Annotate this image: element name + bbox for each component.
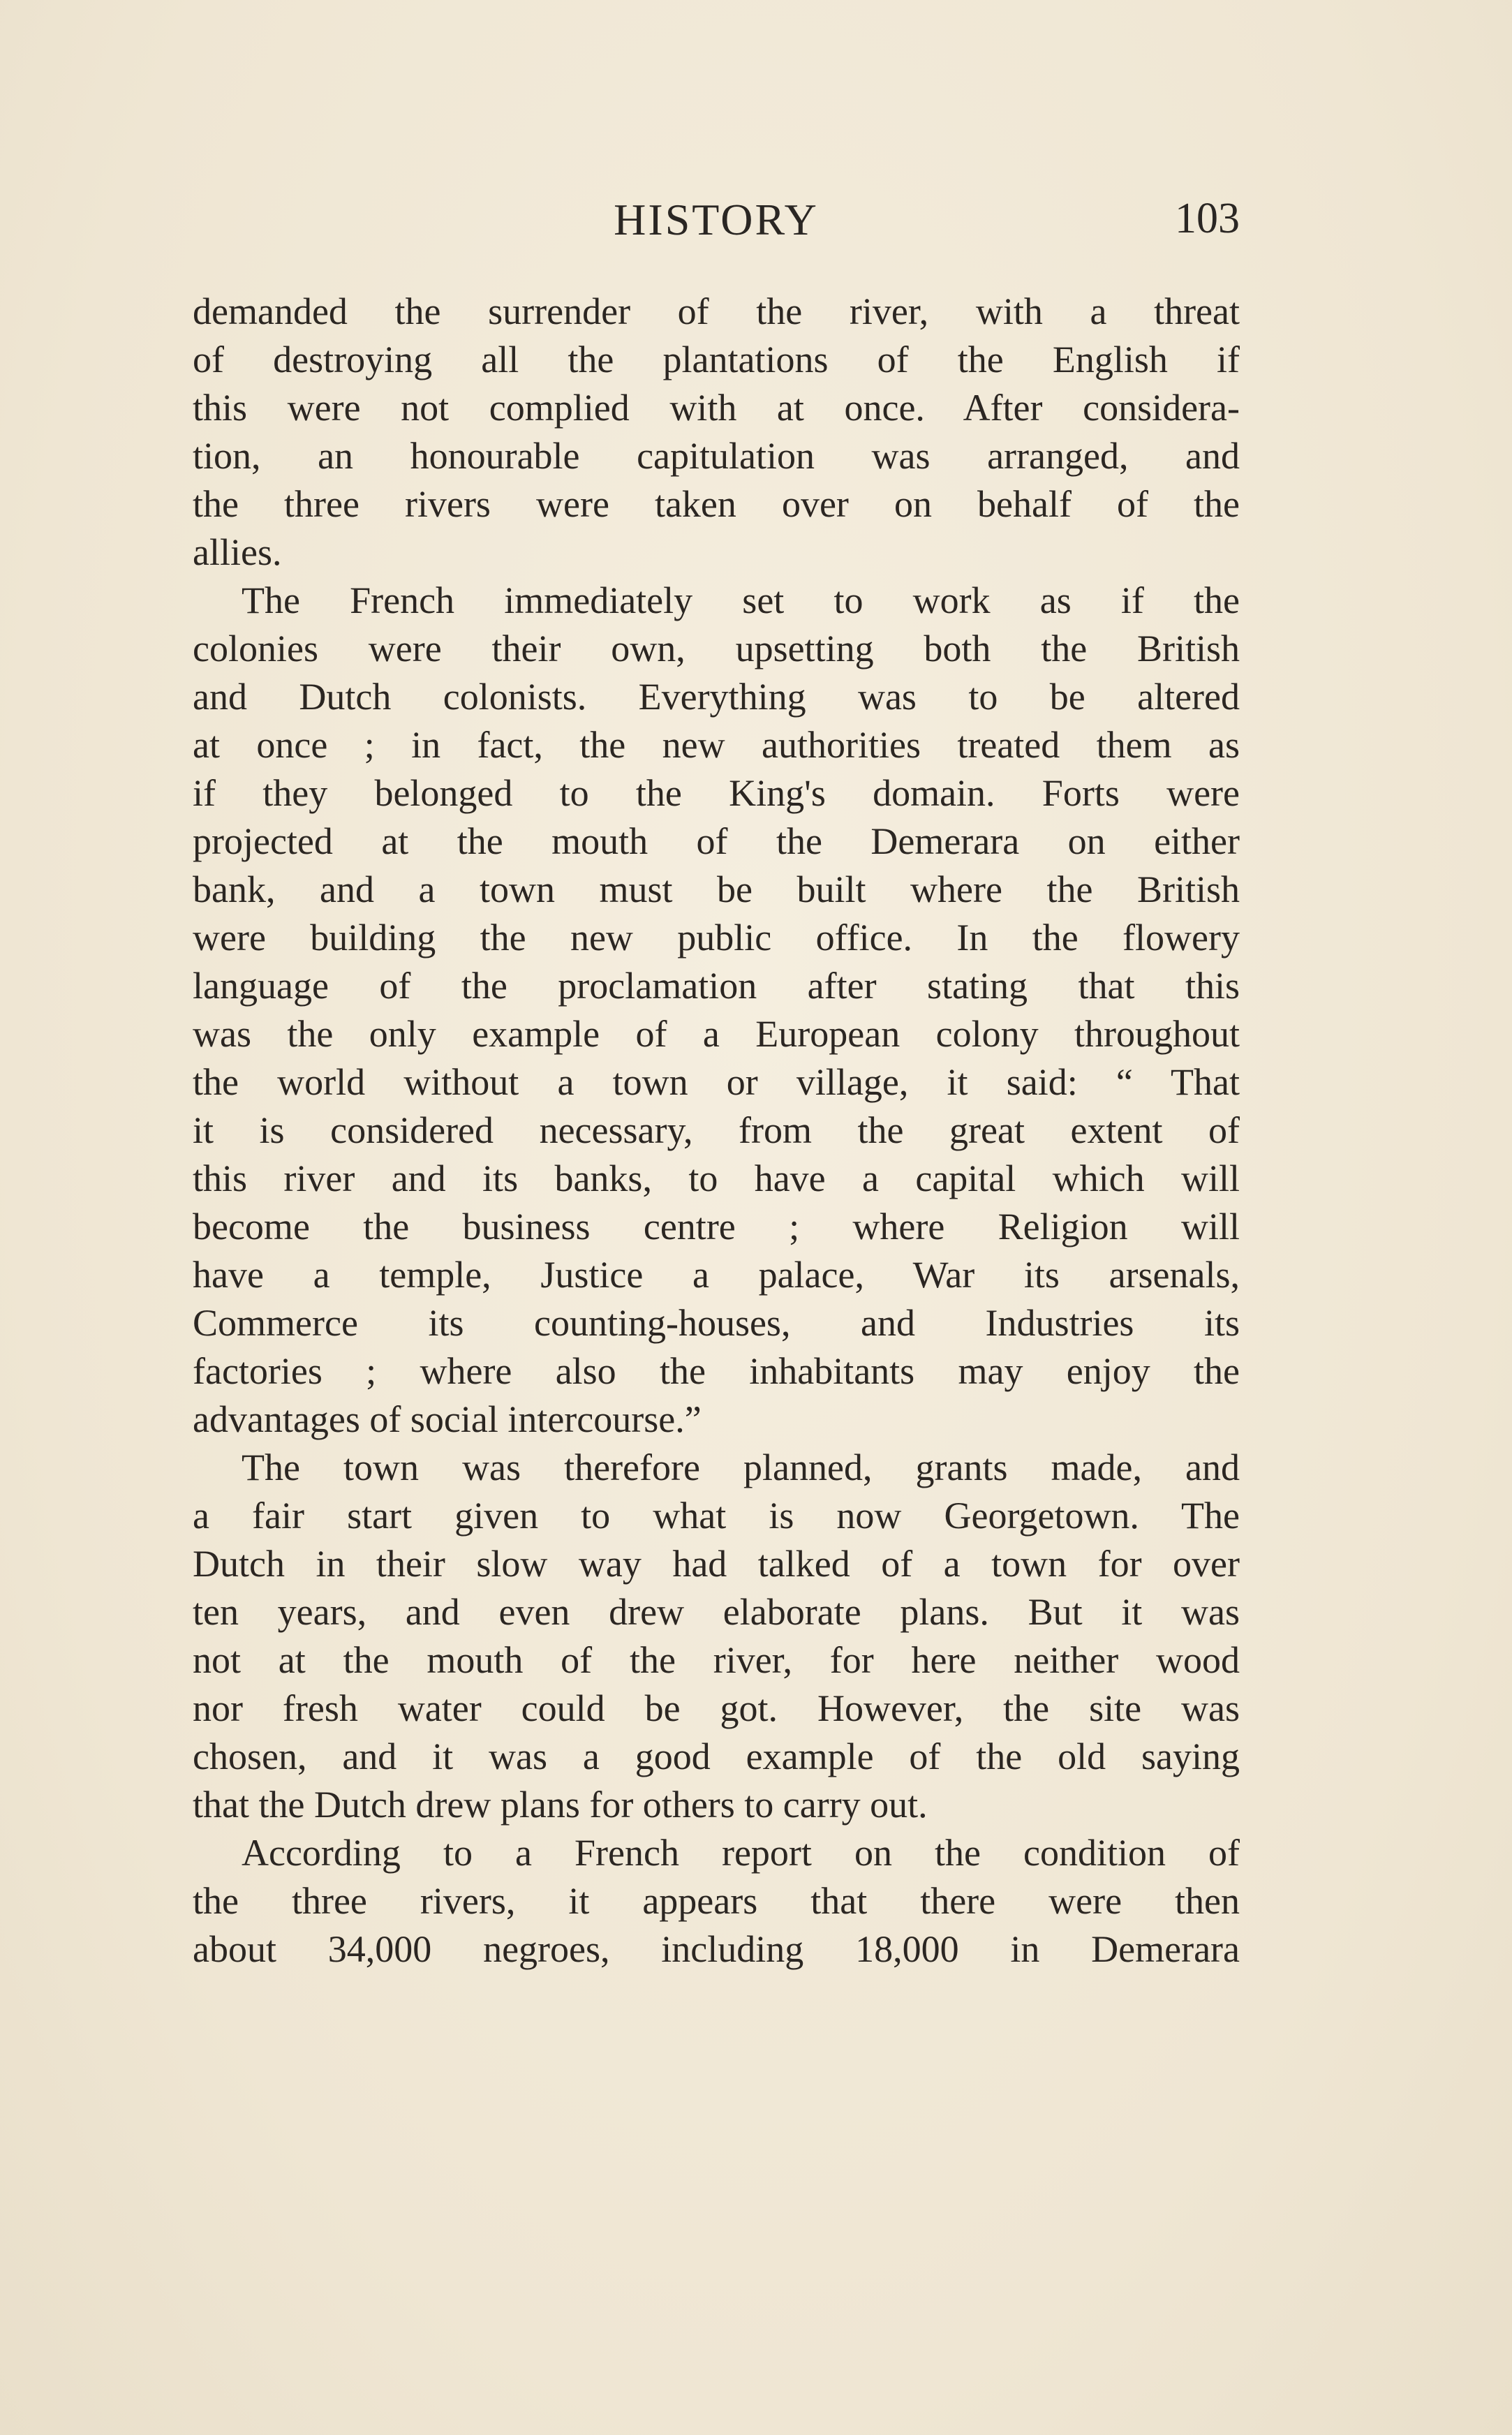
paragraph-start-line: The French immediately set to work as if the [242,579,1240,621]
page-number: 103 [1175,195,1240,242]
text-line: colonies were their own, upsetting both the British [193,628,1240,669]
text-line: at once ; in fact, the new authorities treated them as [193,724,1240,766]
text-line: bank, and a town must be built where the British [193,868,1240,910]
text-line: this were not complied with at once. After considera- [193,387,1240,429]
text-line: and Dutch colonists. Everything was to be altered [193,676,1240,718]
running-title: HISTORY [614,195,819,244]
text-line: if they belonged to the King's domain. Forts were [193,772,1240,814]
text-line: the three rivers, it appears that there were then [193,1880,1240,1922]
text-line: Dutch in their slow way had talked of a town for over [193,1543,1240,1585]
text-line: ten years, and even drew elaborate plans. But it was [193,1591,1240,1633]
text-line: Commerce its counting-houses, and Industries its [193,1302,1240,1344]
text-line: it is considered necessary, from the great extent of [193,1109,1240,1151]
paragraph-start-line: The town was therefore planned, grants made, and [242,1446,1240,1488]
text-line: factories ; where also the inhabitants may enjoy the [193,1350,1240,1392]
text-line: that the Dutch drew plans for others to carry out. [193,1784,928,1826]
text-line: demanded the surrender of the river, with a threat [193,290,1240,332]
text-line: nor fresh water could be got. However, the site was [193,1687,1240,1729]
page-header [193,194,1240,257]
text-line: have a temple, Justice a palace, War its arsenals, [193,1254,1240,1296]
text-line: about 34,000 negroes, including 18,000 in Demerara [193,1928,1240,1970]
text-line: language of the proclamation after stating that this [193,965,1240,1007]
text-line: not at the mouth of the river, for here neither wood [193,1639,1240,1681]
text-line: allies. [193,531,282,573]
text-line: tion, an honourable capitulation was arranged, and [193,435,1240,477]
text-line: of destroying all the plantations of the English if [193,339,1240,380]
text-line: projected at the mouth of the Demerara on either [193,820,1240,862]
text-line: advantages of social intercourse.” [193,1398,702,1440]
text-line: chosen, and it was a good example of the old saying [193,1735,1240,1777]
text-line: were building the new public office. In the flowery [193,917,1240,959]
text-line: was the only example of a European colony throughout [193,1013,1240,1055]
paragraph-start-line: According to a French report on the condition of [242,1832,1240,1874]
body-text [193,288,1240,1974]
text-line: the world without a town or village, it said: “ That [193,1061,1240,1103]
text-line: this river and its banks, to have a capital which will [193,1157,1240,1199]
text-line: become the business centre ; where Religion will [193,1206,1240,1248]
text-line: a fair start given to what is now Georgetown. The [193,1495,1240,1537]
text-line: the three rivers were taken over on behalf of the [193,483,1240,525]
